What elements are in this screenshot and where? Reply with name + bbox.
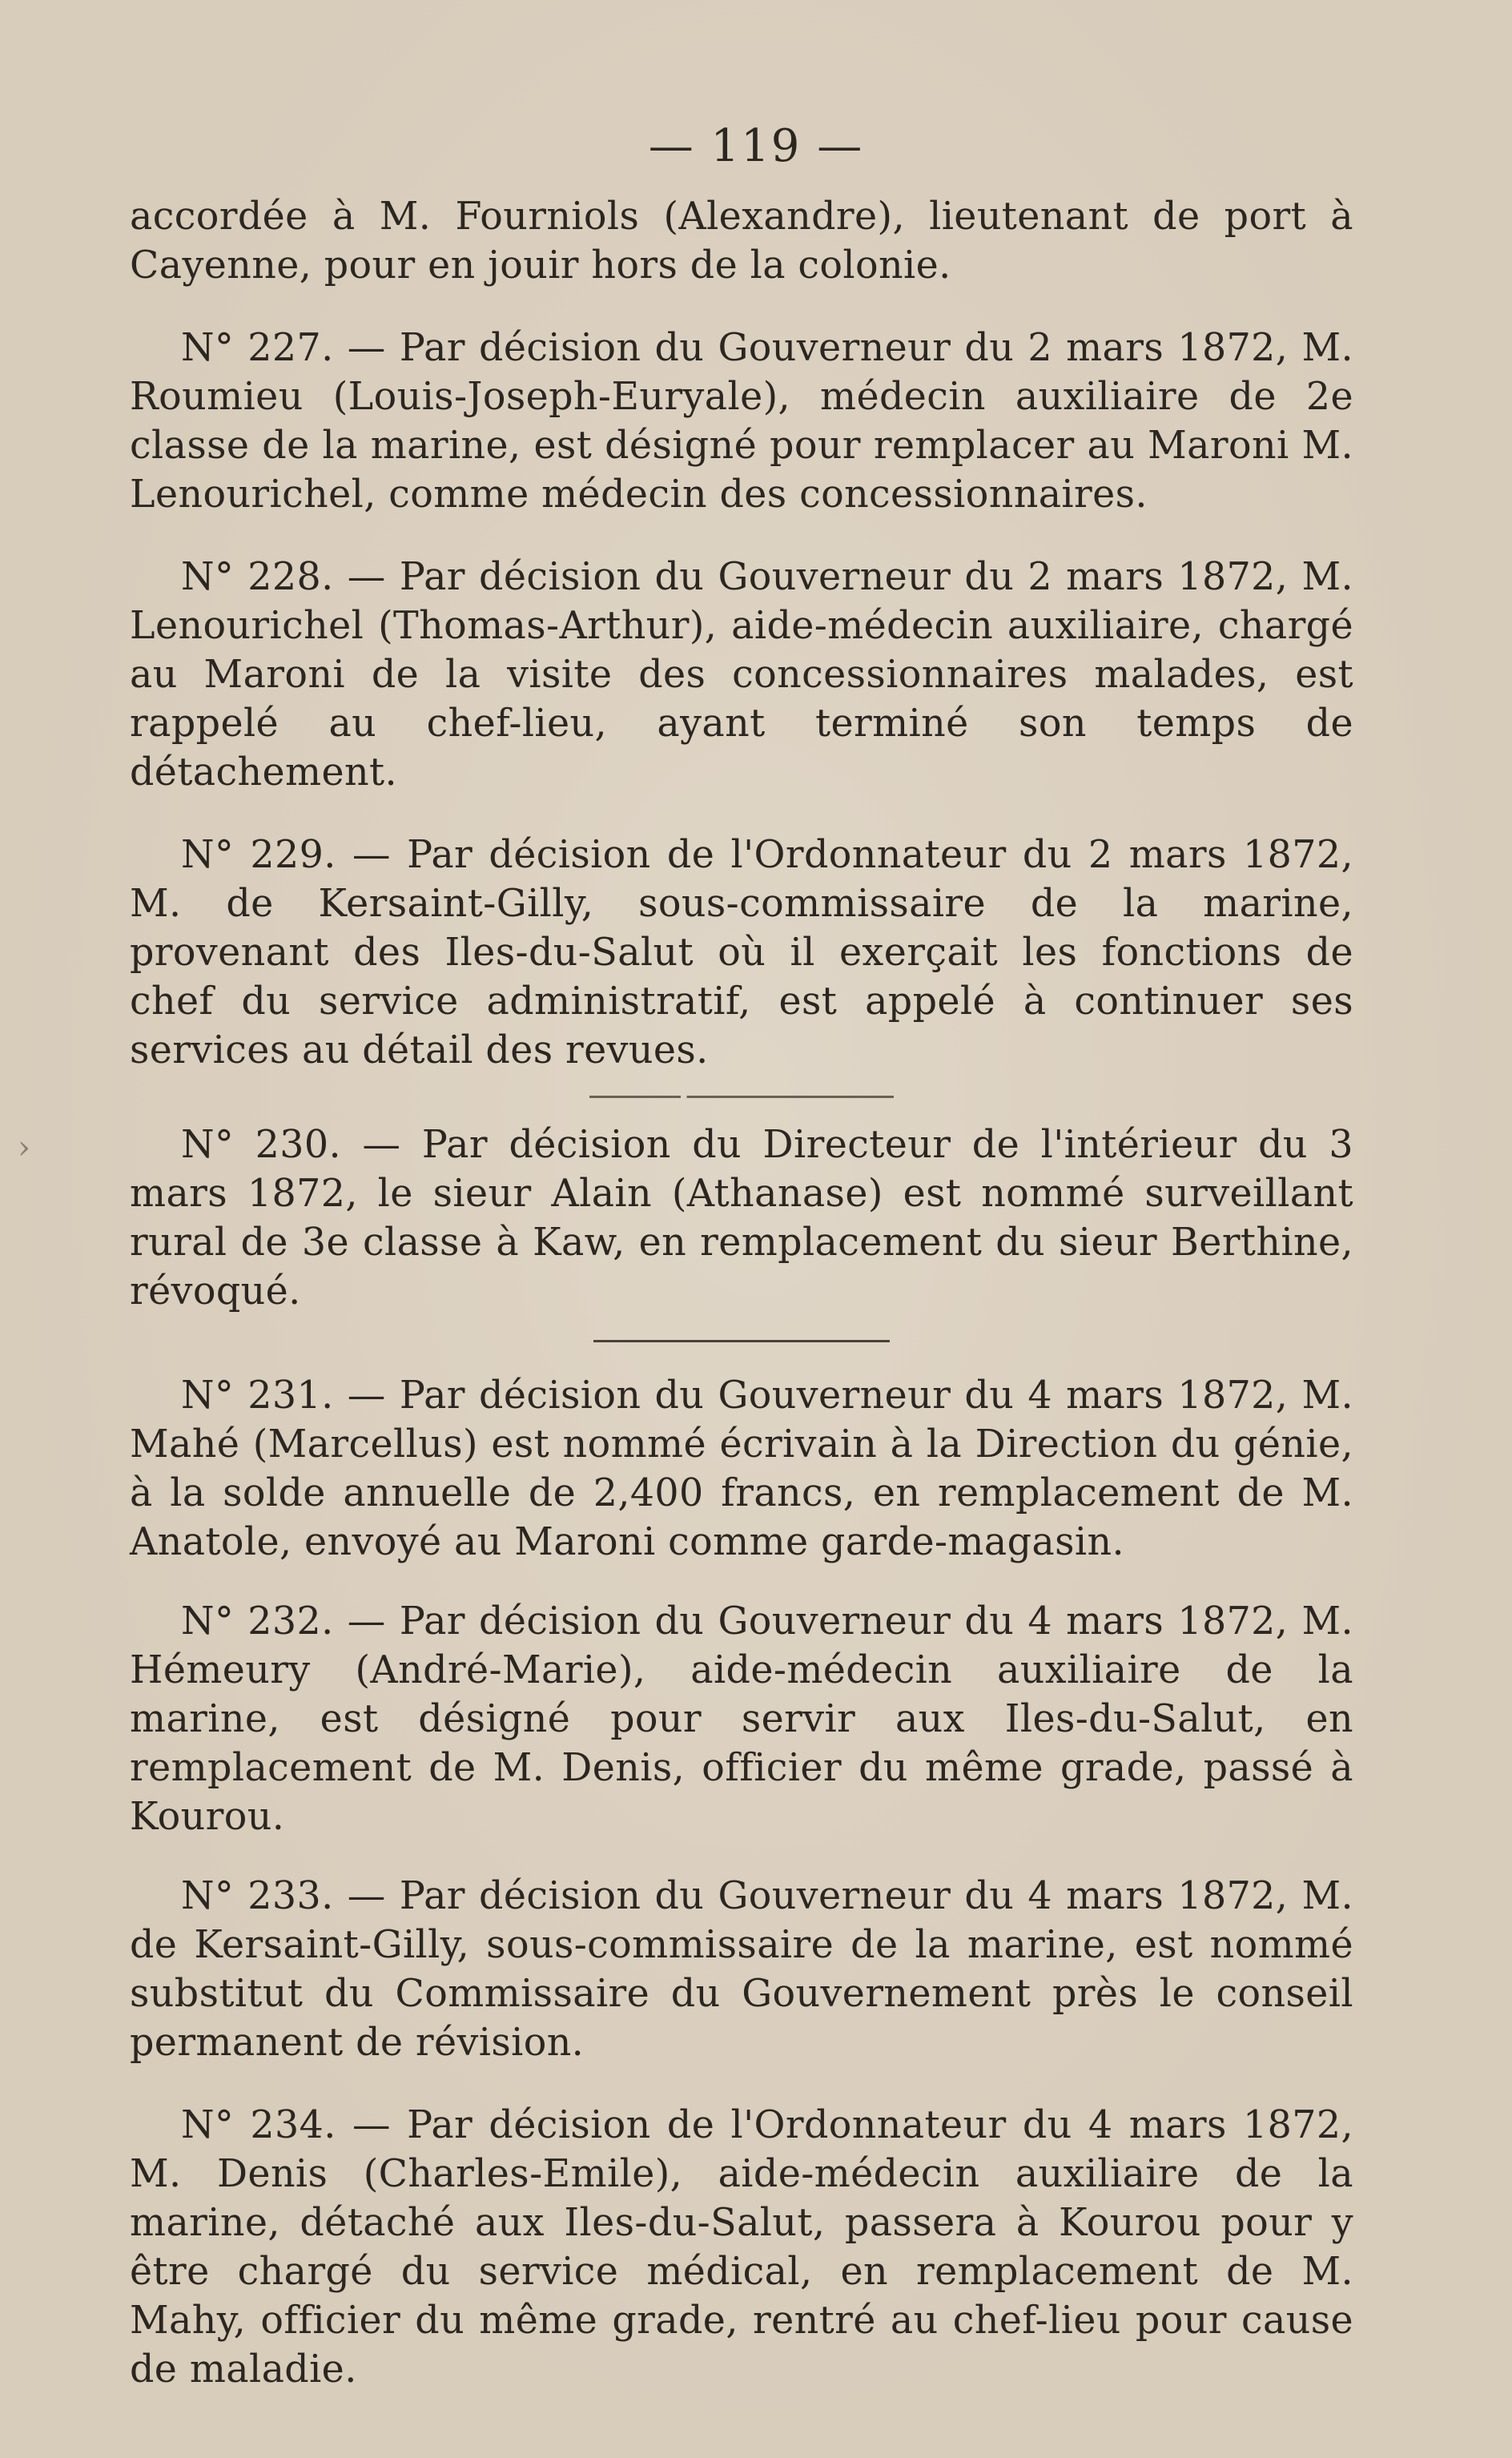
paragraph-entry-230: N° 230. — Par décision du Directeur de l'intérieur du 3 mars 1872, le sieur Alain (Athanase) est nommé surveillant rural de 3e classe à Kaw, en remplacement du sieur Berthine, révoqué. bbox=[130, 1123, 1353, 1313]
text-column bbox=[130, 192, 1353, 2394]
section-divider-rule bbox=[593, 1340, 890, 1342]
paragraph-entry-234: N° 234. — Par décision de l'Ordonnateur du 4 mars 1872, M. Denis (Charles-Emile), aide-médecin auxiliaire de la marine, détaché aux Iles-du-Salut, passera à Kourou pour y être chargé du service médical, en remplacement de M. Mahy, officier du même grade, rentré au chef-lieu pour cause de maladie. bbox=[130, 2103, 1353, 2392]
paragraph-entry-229: N° 229. — Par décision de l'Ordonnateur du 2 mars 1872, M. de Kersaint-Gilly, sous-commissaire de la marine, provenant des Iles-du-Salut où il exerçait les fonctions de chef du service administratif, est appelé à continuer ses services au détail des revues. bbox=[130, 833, 1353, 1072]
paragraph-entry-231: N° 231. — Par décision du Gouverneur du 4 mars 1872, M. Mahé (Marcellus) est nommé écrivain à la Direction du génie, à la solde annuelle de 2,400 francs, en remplacement de M. Anatole, envoyé au Maroni comme garde-magasin. bbox=[130, 1374, 1353, 1564]
paragraph-entry-228: N° 228. — Par décision du Gouverneur du 2 mars 1872, M. Lenourichel (Thomas-Arthur), aide-médecin auxiliaire, chargé au Maroni de la visite des concessionnaires malades, est rappelé au chef-lieu, ayant terminé son temps de détachement. bbox=[130, 555, 1353, 795]
page-number-header: — 119 — bbox=[648, 120, 864, 172]
section-divider-rule bbox=[589, 1096, 894, 1098]
paragraph-entry-227: N° 227. — Par décision du Gouverneur du 2 mars 1872, M. Roumieu (Louis-Joseph-Euryale), médecin auxiliaire de 2e classe de la marine, est désigné pour remplacer au Maroni M. Lenourichel, comme médecin des concessionnaires. bbox=[130, 326, 1353, 517]
paragraph-entry-233: N° 233. — Par décision du Gouverneur du 4 mars 1872, M. de Kersaint-Gilly, sous-commissaire de la marine, est nommé substitut du Commissaire du Gouvernement près le conseil permanent de révision. bbox=[130, 1874, 1353, 2065]
paragraph-continuation: accordée à M. Fourniols (Alexandre), lieutenant de port à Cayenne, pour en jouir hors de la colonie. bbox=[130, 195, 1353, 288]
paragraph-entry-232: N° 232. — Par décision du Gouverneur du 4 mars 1872, M. Hémeury (André-Marie), aide-médecin auxiliaire de la marine, est désigné pour servir aux Iles-du-Salut, en remplacement de M. Denis, officier du même grade, passé à Kourou. bbox=[130, 1599, 1353, 1839]
margin-pencil-mark-icon: › bbox=[18, 1129, 30, 1166]
